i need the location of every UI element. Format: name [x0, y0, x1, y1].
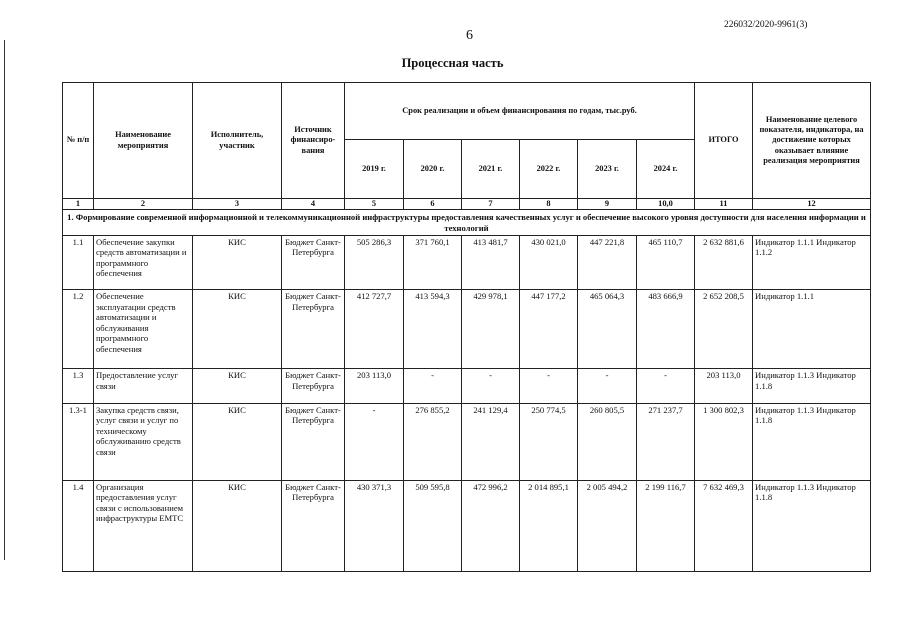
table-row [63, 369, 871, 403]
row-num: 1.4 [63, 480, 94, 571]
row-value: - [404, 369, 462, 403]
row-source: Бюджет Санкт-Петербурга [282, 235, 345, 290]
row-value: 413 594,3 [404, 290, 462, 369]
row-value: 203 113,0 [345, 369, 404, 403]
header-year: 2020 г. [404, 140, 462, 199]
row-name: Организация предоставления услуг связи с использованием инфраструктуры ЕМТС [94, 480, 193, 571]
column-number: 3 [193, 199, 282, 210]
row-value: 430 371,3 [345, 480, 404, 571]
row-total: 2 652 208,5 [695, 290, 753, 369]
row-indicators: Индикатор 1.1.1 Индикатор 1.1.2 [753, 235, 871, 290]
row-num: 1.1 [63, 235, 94, 290]
row-executor: КИС [193, 235, 282, 290]
column-number: 11 [695, 199, 753, 210]
row-executor: КИС [193, 480, 282, 571]
row-value: 250 774,5 [520, 403, 578, 480]
header-total: ИТОГО [695, 83, 753, 199]
table-row [63, 403, 871, 480]
row-value: 447 221,8 [578, 235, 637, 290]
row-value: 241 129,4 [462, 403, 520, 480]
row-value: 509 595,8 [404, 480, 462, 571]
left-margin-rule [4, 40, 5, 560]
column-number: 8 [520, 199, 578, 210]
row-total: 203 113,0 [695, 369, 753, 403]
row-indicators: Индикатор 1.1.3 Индикатор 1.1.8 [753, 480, 871, 571]
row-indicators: Индикатор 1.1.3 Индикатор 1.1.8 [753, 369, 871, 403]
row-executor: КИС [193, 290, 282, 369]
table-row [63, 480, 871, 571]
row-name: Обеспечение закупки средств автоматизации и программного обеспечения [94, 235, 193, 290]
row-executor: КИС [193, 369, 282, 403]
row-name: Предоставление услуг связи [94, 369, 193, 403]
row-value: 371 760,1 [404, 235, 462, 290]
row-name: Закупка средств связи, услуг связи и услуг по техническому обслуживанию средств связи [94, 403, 193, 480]
document-id: 226032/2020-9961(3) [724, 20, 808, 30]
row-value: 465 110,7 [637, 235, 695, 290]
row-value: - [345, 403, 404, 480]
row-value: 413 481,7 [462, 235, 520, 290]
header-source: Источник финансиро-вания [282, 83, 345, 199]
row-num: 1.2 [63, 290, 94, 369]
header-year: 2022 г. [520, 140, 578, 199]
column-number: 2 [94, 199, 193, 210]
row-source: Бюджет Санкт-Петербурга [282, 290, 345, 369]
column-number: 9 [578, 199, 637, 210]
row-value: 412 727,7 [345, 290, 404, 369]
page-title: Процессная часть [401, 56, 504, 70]
row-total: 1 300 802,3 [695, 403, 753, 480]
table-row [63, 290, 871, 369]
column-number: 4 [282, 199, 345, 210]
row-total: 7 632 469,3 [695, 480, 753, 571]
section-title: 1. Формирование современной информационной и телекоммуникационной инфраструктуры предоставления качественных услуг и обеспечение высокого уровня доступности для населения информации и технологий [63, 210, 871, 235]
row-value: 447 177,2 [520, 290, 578, 369]
column-number: 6 [404, 199, 462, 210]
row-value: 276 855,2 [404, 403, 462, 480]
row-value: 2 005 494,2 [578, 480, 637, 571]
header-name: Наименование мероприятия [94, 83, 193, 199]
row-total: 2 632 881,6 [695, 235, 753, 290]
column-number: 7 [462, 199, 520, 210]
header-executor: Исполнитель, участник [193, 83, 282, 199]
row-value: 465 064,3 [578, 290, 637, 369]
row-value: 472 996,2 [462, 480, 520, 571]
header-indicator: Наименование целевого показателя, индикатора, на достижение которых оказывает влияние реализация мероприятия [753, 83, 871, 199]
row-num: 1.3 [63, 369, 94, 403]
column-number: 10,0 [637, 199, 695, 210]
section-row [63, 210, 871, 235]
column-number: 1 [63, 199, 94, 210]
row-source: Бюджет Санкт-Петербурга [282, 403, 345, 480]
row-value: - [462, 369, 520, 403]
row-value: 271 237,7 [637, 403, 695, 480]
row-indicators: Индикатор 1.1.1 [753, 290, 871, 369]
header-year: 2023 г. [578, 140, 637, 199]
header-year: 2019 г. [345, 140, 404, 199]
header-num: № п/п [63, 83, 94, 199]
header-year: 2024 г. [637, 140, 695, 199]
column-number: 5 [345, 199, 404, 210]
table-row [63, 235, 871, 290]
page-number: 6 [466, 28, 473, 43]
program-table [62, 82, 871, 572]
row-num: 1.3-1 [63, 403, 94, 480]
column-number-row [63, 199, 871, 210]
row-value: 483 666,9 [637, 290, 695, 369]
row-value: 430 021,0 [520, 235, 578, 290]
row-value: - [520, 369, 578, 403]
row-value: 429 978,1 [462, 290, 520, 369]
row-source: Бюджет Санкт-Петербурга [282, 369, 345, 403]
row-value: 505 286,3 [345, 235, 404, 290]
row-name: Обеспечение эксплуатации средств автоматизации и обслуживания программного обеспечения [94, 290, 193, 369]
column-number: 12 [753, 199, 871, 210]
row-value: 2 014 895,1 [520, 480, 578, 571]
row-value: 2 199 116,7 [637, 480, 695, 571]
row-source: Бюджет Санкт-Петербурга [282, 480, 345, 571]
row-value: - [637, 369, 695, 403]
row-value: - [578, 369, 637, 403]
header-year: 2021 г. [462, 140, 520, 199]
row-value: 260 805,5 [578, 403, 637, 480]
header-period: Срок реализации и объем финансирования по годам, тыс.руб. [345, 83, 695, 140]
row-indicators: Индикатор 1.1.3 Индикатор 1.1.8 [753, 403, 871, 480]
row-executor: КИС [193, 403, 282, 480]
